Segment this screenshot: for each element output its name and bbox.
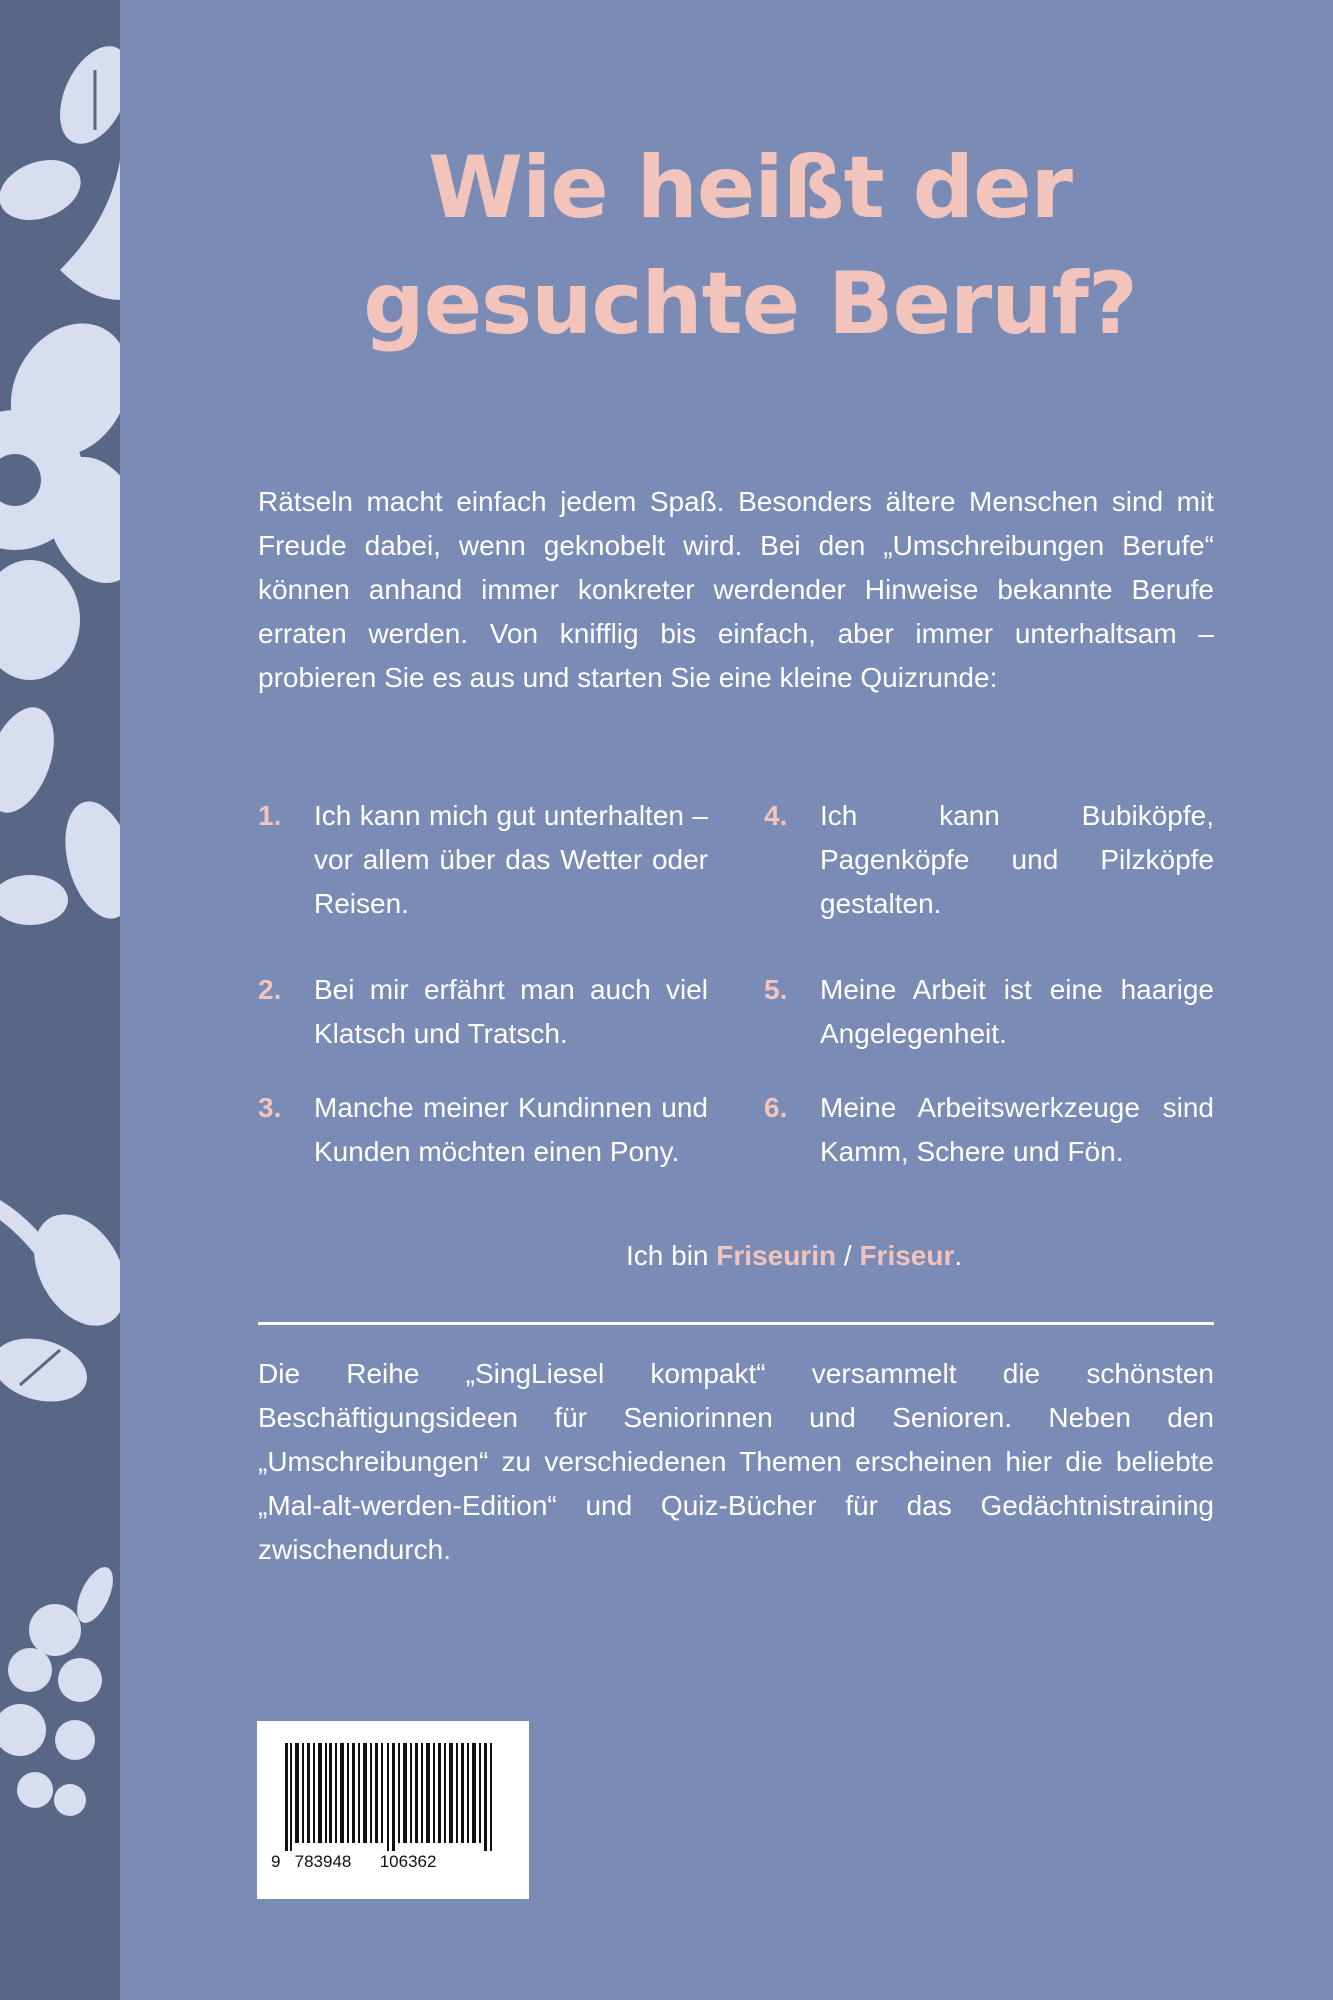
clue-item <box>258 794 708 926</box>
clue-text: Ich kann mich gut unterhalten – vor allem über das Wetter oder Reisen. <box>314 800 708 919</box>
clue-text: Bei mir erfährt man auch viel Klatsch und Tratsch. <box>314 974 708 1049</box>
clue-item <box>258 1086 708 1174</box>
clue-text: Ich kann Bubiköpfe, Pagenköpfe und Pilzköpfe gestalten. <box>820 800 1214 919</box>
floral-pattern-icon <box>0 0 120 2000</box>
intro-paragraph: Rätseln macht einfach jedem Spaß. Besonders ältere Menschen sind mit Freude dabei, wenn geknobelt wird. Bei den „Umschreibungen Berufe“ können anhand immer konkreter werdender Hinweise bekannte Berufe erraten werden. Von knifflig bis einfach, aber immer unterhaltsam – probieren Sie es aus und starten Sie eine kleine Quizrunde: <box>258 486 1214 693</box>
title-line-1: Wie heißt der <box>428 138 1072 238</box>
answer-female: Friseurin <box>716 1240 837 1271</box>
divider <box>258 1322 1214 1325</box>
page-title <box>250 130 1250 362</box>
isbn-first-digit: 9 <box>271 1852 281 1871</box>
clue-text: Manche meiner Kundinnen und Kunden möchten einen Pony. <box>314 1092 708 1167</box>
clue-item <box>764 968 1214 1056</box>
barcode-icon <box>257 1721 529 1851</box>
clue-number: 5. <box>764 974 788 1005</box>
clue-item <box>764 794 1214 926</box>
clue-list <box>258 794 1214 1204</box>
answer-line <box>626 1234 962 1278</box>
clue-item <box>764 1086 1214 1174</box>
clue-text: Meine Arbeit ist eine haarige Angelegenheit. <box>820 974 1214 1049</box>
clue-number: 6. <box>764 1092 788 1123</box>
clue-number: 3. <box>258 1092 282 1123</box>
answer-prefix: Ich bin <box>626 1240 717 1271</box>
clue-number: 4. <box>764 800 788 831</box>
isbn-digits <box>271 1852 436 1872</box>
isbn-left-group: 783948 <box>294 1852 352 1871</box>
title-line-2: gesuchte Beruf? <box>363 254 1137 354</box>
isbn-barcode <box>257 1721 529 1899</box>
answer-male: Friseur <box>859 1240 955 1271</box>
series-description: Die Reihe „SingLiesel kompakt“ versammelt die schönsten Beschäftigungsideen für Seniorinnen und Senioren. Neben den „Umschreibungen“ zu verschiedenen Themen erscheinen hier die beliebte „Mal-alt-werden-Edition“ und Quiz-Bücher für das Gedächtnistraining zwischendurch. <box>258 1358 1214 1565</box>
clue-number: 1. <box>258 800 282 831</box>
answer-separator: / <box>836 1240 860 1271</box>
isbn-right-group: 106362 <box>379 1852 437 1871</box>
clue-number: 2. <box>258 974 282 1005</box>
clue-text: Meine Arbeitswerkzeuge sind Kamm, Schere und Fön. <box>820 1092 1214 1167</box>
clue-item <box>258 968 708 1056</box>
answer-suffix: . <box>954 1240 963 1271</box>
floral-spine <box>0 0 120 2000</box>
back-cover <box>120 0 1333 2000</box>
